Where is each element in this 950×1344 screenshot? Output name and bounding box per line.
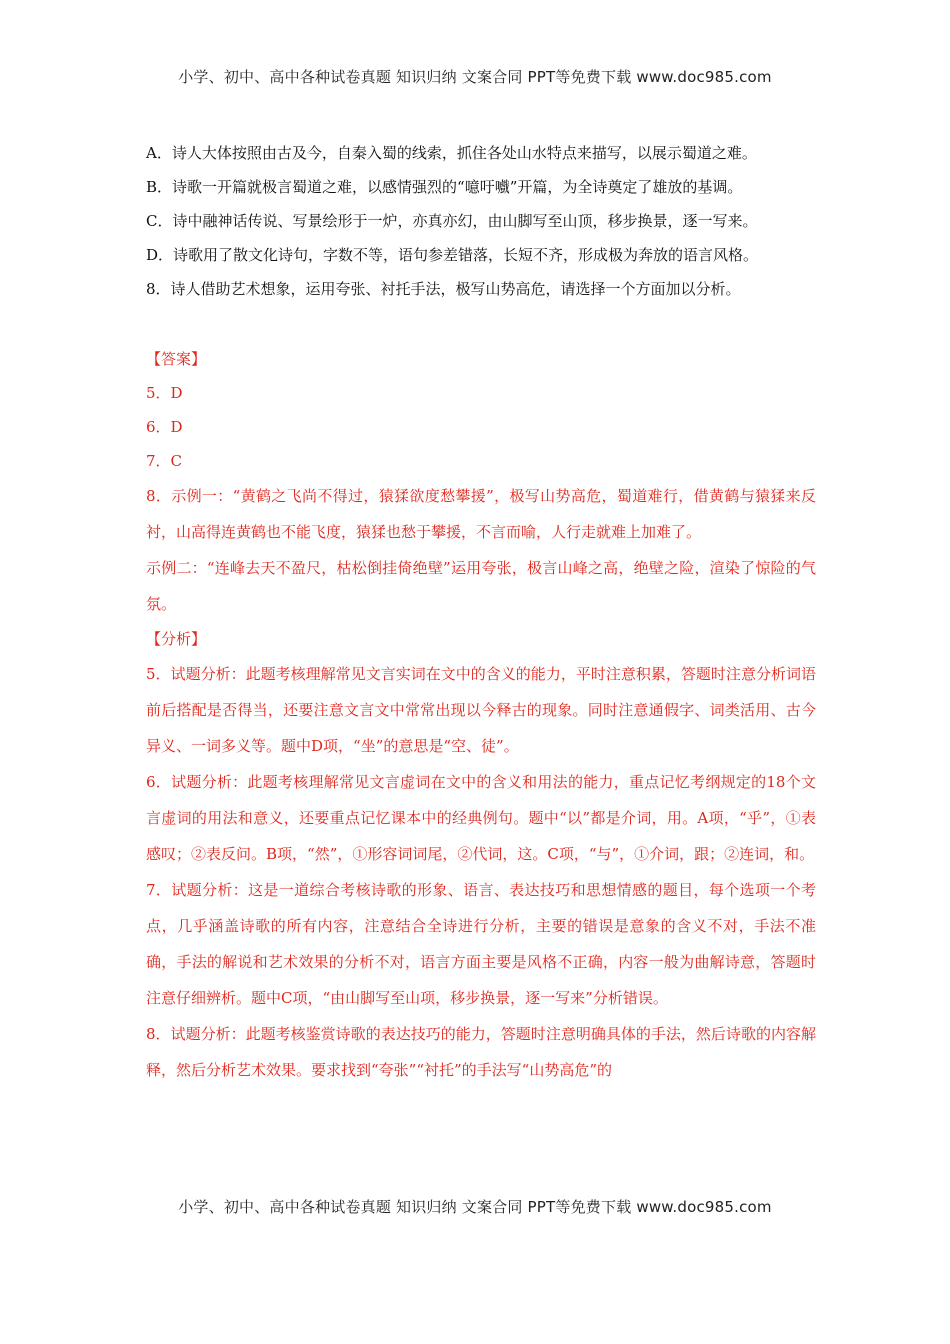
question-8: 8．诗人借助艺术想象，运用夸张、衬托手法，极写山势高危，请选择一个方面加以分析。 bbox=[146, 280, 741, 298]
option-d: D．诗歌用了散文化诗句，字数不等，语句参差错落，长短不齐，形成极为奔放的语言风格。 bbox=[146, 246, 759, 264]
header-watermark: 小学、初中、高中各种试卷真题 知识归纳 文案合同 PPT等免费下载 www.doc985.com bbox=[178, 68, 772, 86]
answer-5: 5．D bbox=[146, 384, 183, 402]
analysis-7: 7．试题分析：这是一道综合考核诗歌的形象、语言、表达技巧和思想情感的题目，每个选项一个考点，几乎涵盖诗歌的所有内容，注意结合全诗进行分析，主要的错误是意象的含义不对，手法不准确，手法的解说和艺术效果的分析不对，语言方面主要是风格不正确，内容一般为曲解诗意，答题时注意仔细辨析。题中C项，“由山脚写至山项，移步换景，逐一写来”分析错误。 bbox=[146, 881, 816, 1007]
answer-7: 7．C bbox=[146, 452, 183, 470]
answer-6: 6．D bbox=[146, 418, 183, 436]
spacer bbox=[146, 306, 816, 342]
analysis-8: 8．试题分析：此题考核鉴赏诗歌的表达技巧的能力，答题时注意明确具体的手法，然后诗歌的内容解释，然后分析艺术效果。要求找到“夸张”“衬托”的手法写“山势高危”的 bbox=[146, 1025, 816, 1079]
document-body bbox=[146, 136, 816, 1088]
answer-8-example-2: 示例二：“连峰去天不盈尺，枯松倒挂倚绝壁”运用夸张，极言山峰之高，绝壁之险，渲染了惊险的气氛。 bbox=[146, 559, 816, 613]
answer-heading: 【答案】 bbox=[146, 350, 207, 368]
footer-watermark: 小学、初中、高中各种试卷真题 知识归纳 文案合同 PPT等免费下载 www.doc985.com bbox=[178, 1198, 772, 1216]
option-b: B．诗歌一开篇就极言蜀道之难，以感情强烈的“噫吁嚱”开篇，为全诗奠定了雄放的基调。 bbox=[146, 178, 743, 196]
answer-8-example-1: 8．示例一：“黄鹤之飞尚不得过，猿猱欲度愁攀援”，极写山势高危，蜀道难行，借黄鹤与猿猱来反衬，山高得连黄鹤也不能飞度，猿猱也愁于攀援，不言而喻，人行走就难上加难了。 bbox=[146, 487, 816, 541]
analysis-6: 6．试题分析：此题考核理解常见文言虚词在文中的含义和用法的能力，重点记忆考纲规定的18个文言虚词的用法和意义，还要重点记忆课本中的经典例句。题中“以”都是介词，用。A项，“乎”，①表感叹；②表反问。B项，“然”，①形容词词尾，②代词，这。C项，“与”，①介词，跟；②连词，和。 bbox=[146, 773, 816, 863]
analysis-5: 5．试题分析：此题考核理解常见文言实词在文中的含义的能力，平时注意积累，答题时注意分析词语前后搭配是否得当，还要注意文言文中常常出现以今释古的现象。同时注意通假字、词类活用、古今异义、一词多义等。题中D项，“坐”的意思是“空、徒”。 bbox=[146, 665, 816, 755]
analysis-heading: 【分析】 bbox=[146, 630, 207, 648]
option-a: A．诗人大体按照由古及今，自秦入蜀的线索，抓住各处山水特点来描写，以展示蜀道之难。 bbox=[146, 144, 757, 162]
option-c: C．诗中融神话传说、写景绘形于一炉，亦真亦幻，由山脚写至山顶，移步换景，逐一写来。 bbox=[146, 212, 758, 230]
